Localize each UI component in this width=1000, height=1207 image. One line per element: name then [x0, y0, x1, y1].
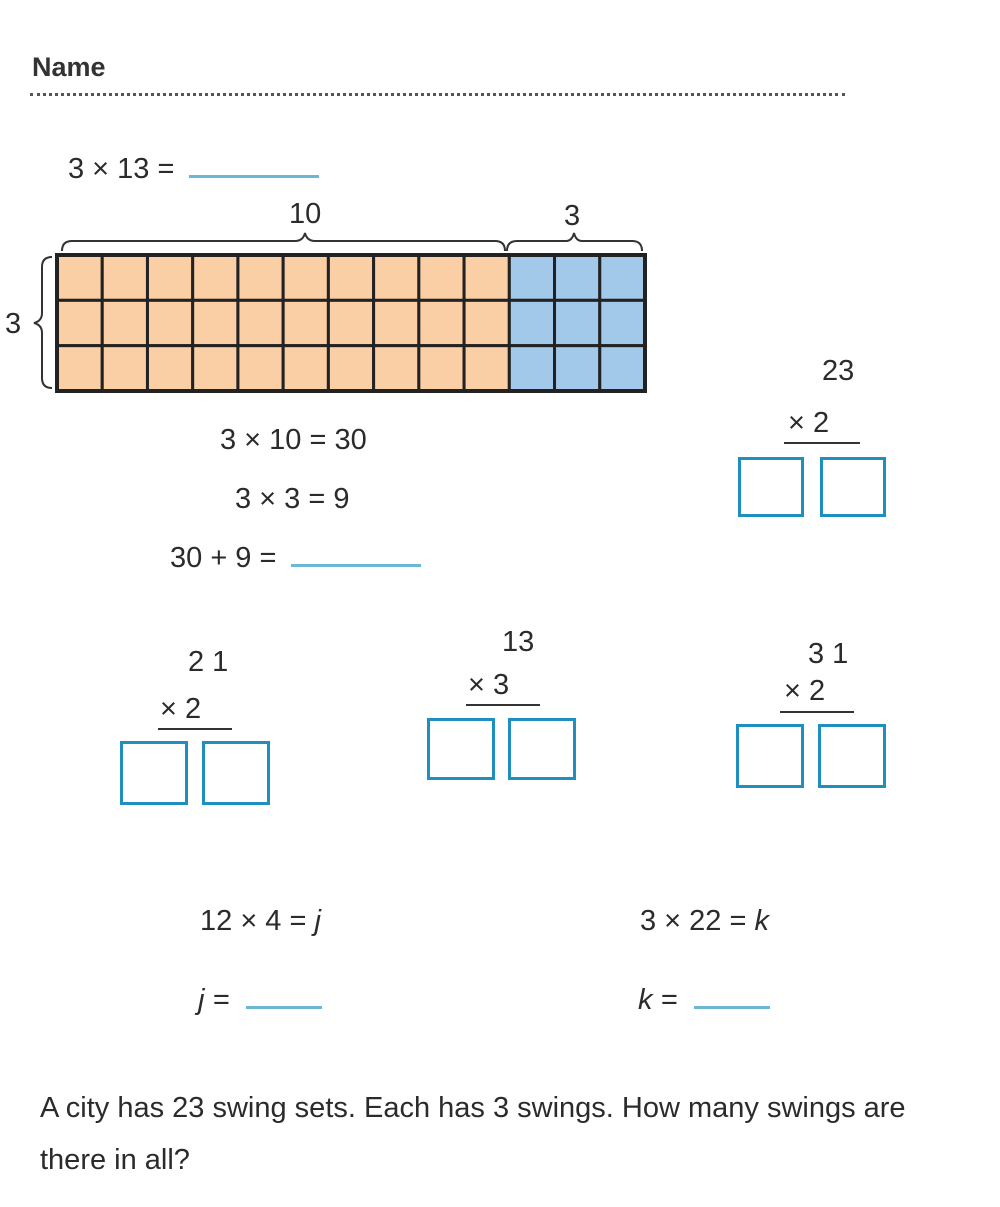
- tens-unit-square: [193, 255, 238, 300]
- tens-unit-square: [102, 300, 147, 345]
- answer-j-label: j =: [198, 984, 230, 1016]
- tens-unit-square: [419, 255, 464, 300]
- ones-unit-square: [600, 300, 645, 345]
- tens-unit-square: [102, 346, 147, 391]
- ones-unit-square: [509, 300, 554, 345]
- ones-brace: [507, 233, 642, 251]
- tens-unit-square: [238, 255, 283, 300]
- area-model-grid: [55, 253, 647, 393]
- sum-equation-text: 30 + 9 =: [170, 542, 277, 574]
- tens-unit-square: [102, 255, 147, 300]
- tens-unit-square: [147, 346, 192, 391]
- tens-label: 10: [289, 198, 322, 230]
- vertical-4-bottom: × 2: [784, 675, 826, 707]
- vertical-2-ones-box[interactable]: [202, 741, 270, 805]
- vertical-2-tens-box[interactable]: [120, 741, 188, 805]
- partial-product-1: 3 × 10 = 30: [220, 424, 367, 456]
- ones-unit-square: [600, 346, 645, 391]
- tens-unit-square: [193, 300, 238, 345]
- tens-unit-square: [283, 300, 328, 345]
- tens-unit-square: [238, 346, 283, 391]
- tens-unit-square: [147, 255, 192, 300]
- tens-unit-square: [328, 346, 373, 391]
- name-label: Name: [32, 52, 106, 82]
- tens-unit-square: [419, 300, 464, 345]
- ones-unit-square: [555, 346, 600, 391]
- ones-unit-square: [555, 300, 600, 345]
- ones-unit-square: [509, 346, 554, 391]
- tens-unit-square: [328, 300, 373, 345]
- tens-unit-square: [193, 346, 238, 391]
- vertical-4-tens-box[interactable]: [736, 724, 804, 788]
- tens-unit-square: [283, 255, 328, 300]
- rows-brace: [34, 257, 52, 388]
- tens-unit-square: [57, 300, 102, 345]
- tens-unit-square: [57, 346, 102, 391]
- tens-unit-square: [283, 346, 328, 391]
- rows-label: 3: [5, 308, 22, 340]
- answer-k-label: k =: [638, 984, 678, 1016]
- tens-unit-square: [419, 346, 464, 391]
- vertical-1-rule: [784, 442, 860, 444]
- vertical-3-bottom: × 3: [468, 669, 510, 701]
- equation-k-var: k: [754, 905, 769, 937]
- vertical-4-rule: [780, 711, 854, 713]
- model-answer-blank[interactable]: [189, 175, 319, 178]
- tens-unit-square: [464, 300, 509, 345]
- equation-j-expr: 12 × 4 =: [200, 905, 315, 937]
- vertical-4-top: 3 1: [808, 638, 849, 670]
- tens-unit-square: [464, 346, 509, 391]
- ones-label: 3: [564, 200, 581, 232]
- answer-j: [198, 986, 322, 1015]
- tens-unit-square: [328, 255, 373, 300]
- partial-product-2: 3 × 3 = 9: [235, 483, 350, 515]
- tens-unit-square: [57, 255, 102, 300]
- ones-unit-square: [600, 255, 645, 300]
- name-line[interactable]: [30, 93, 845, 96]
- vertical-3-tens-box[interactable]: [427, 718, 495, 780]
- sum-equation: [170, 544, 421, 573]
- tens-unit-square: [374, 255, 419, 300]
- vertical-4-ones-box[interactable]: [818, 724, 886, 788]
- tens-unit-square: [374, 300, 419, 345]
- answer-k-blank[interactable]: [694, 1006, 770, 1009]
- tens-unit-square: [147, 300, 192, 345]
- equation-k: [640, 907, 769, 936]
- vertical-3-rule: [466, 704, 540, 706]
- tens-unit-square: [238, 300, 283, 345]
- answer-k: [638, 986, 770, 1015]
- vertical-2-bottom: × 2: [160, 693, 202, 725]
- vertical-1-bottom: × 2: [788, 407, 830, 439]
- sum-answer-blank[interactable]: [291, 564, 421, 567]
- equation-k-expr: 3 × 22 =: [640, 905, 755, 937]
- equation-j: [200, 907, 321, 936]
- ones-unit-square: [509, 255, 554, 300]
- tens-brace: [62, 233, 505, 251]
- vertical-2-rule: [158, 728, 232, 730]
- vertical-1-top: 23: [822, 355, 855, 387]
- vertical-3-ones-box[interactable]: [508, 718, 576, 780]
- vertical-3-top: 13: [502, 626, 535, 658]
- equation-j-var: j: [314, 905, 321, 937]
- model-equation-text: 3 × 13 =: [68, 153, 175, 185]
- ones-unit-square: [555, 255, 600, 300]
- tens-unit-square: [374, 346, 419, 391]
- model-equation: [68, 155, 319, 184]
- vertical-1-ones-box[interactable]: [820, 457, 886, 517]
- vertical-2-top: 2 1: [188, 646, 229, 678]
- vertical-1-tens-box[interactable]: [738, 457, 804, 517]
- answer-j-blank[interactable]: [246, 1006, 322, 1009]
- tens-unit-square: [464, 255, 509, 300]
- word-problem: A city has 23 swing sets. Each has 3 swings. How many swings are there in all?: [40, 1092, 906, 1176]
